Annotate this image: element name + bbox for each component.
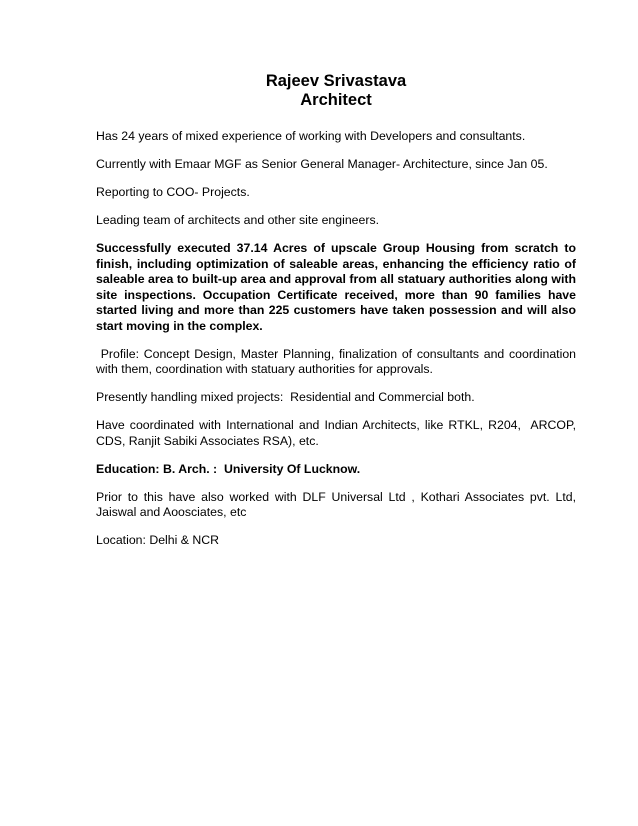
candidate-name: Rajeev Srivastava — [265, 72, 407, 90]
candidate-role: Architect — [300, 91, 372, 109]
team-leadership: Leading team of architects and other site engineers. — [96, 213, 380, 227]
prior-employment: Prior to this have also worked with DLF Universal Ltd , Kothari Associates pvt. Ltd, Jaiswal and Aoosciates, etc — [96, 489, 576, 519]
coordination-experience: Have coordinated with International and Indian Architects, like RTKL, R204, ARCOP, CDS, Ranjit Sabiki Associates RSA), etc. — [96, 418, 580, 448]
key-achievement: Successfully executed 37.14 Acres of upscale Group Housing from scratch to finish, including optimization of saleable areas, enhancing the efficiency ratio of saleable area to built-up area and approval from all statuary authorities along with site inspections. Occupation Certificate received, more than 90 families have started living and more than 225 customers have taken possession and will also start moving in the complex. — [96, 241, 576, 333]
reporting-line: Reporting to COO- Projects. — [96, 185, 250, 199]
profile-description: Profile: Concept Design, Master Planning, finalization of consultants and coordination with them, coordination with statuary authorities for approvals. — [96, 346, 580, 376]
current-projects: Presently handling mixed projects: Residential and Commercial both. — [96, 390, 475, 404]
current-position: Currently with Emaar MGF as Senior General Manager- Architecture, since Jan 05. — [96, 157, 548, 171]
resume-document — [96, 72, 580, 549]
location: Location: Delhi & NCR — [96, 533, 220, 547]
experience-summary: Has 24 years of mixed experience of working with Developers and consultants. — [96, 129, 526, 143]
education: Education: B. Arch. : University Of Lucknow. — [96, 461, 361, 476]
